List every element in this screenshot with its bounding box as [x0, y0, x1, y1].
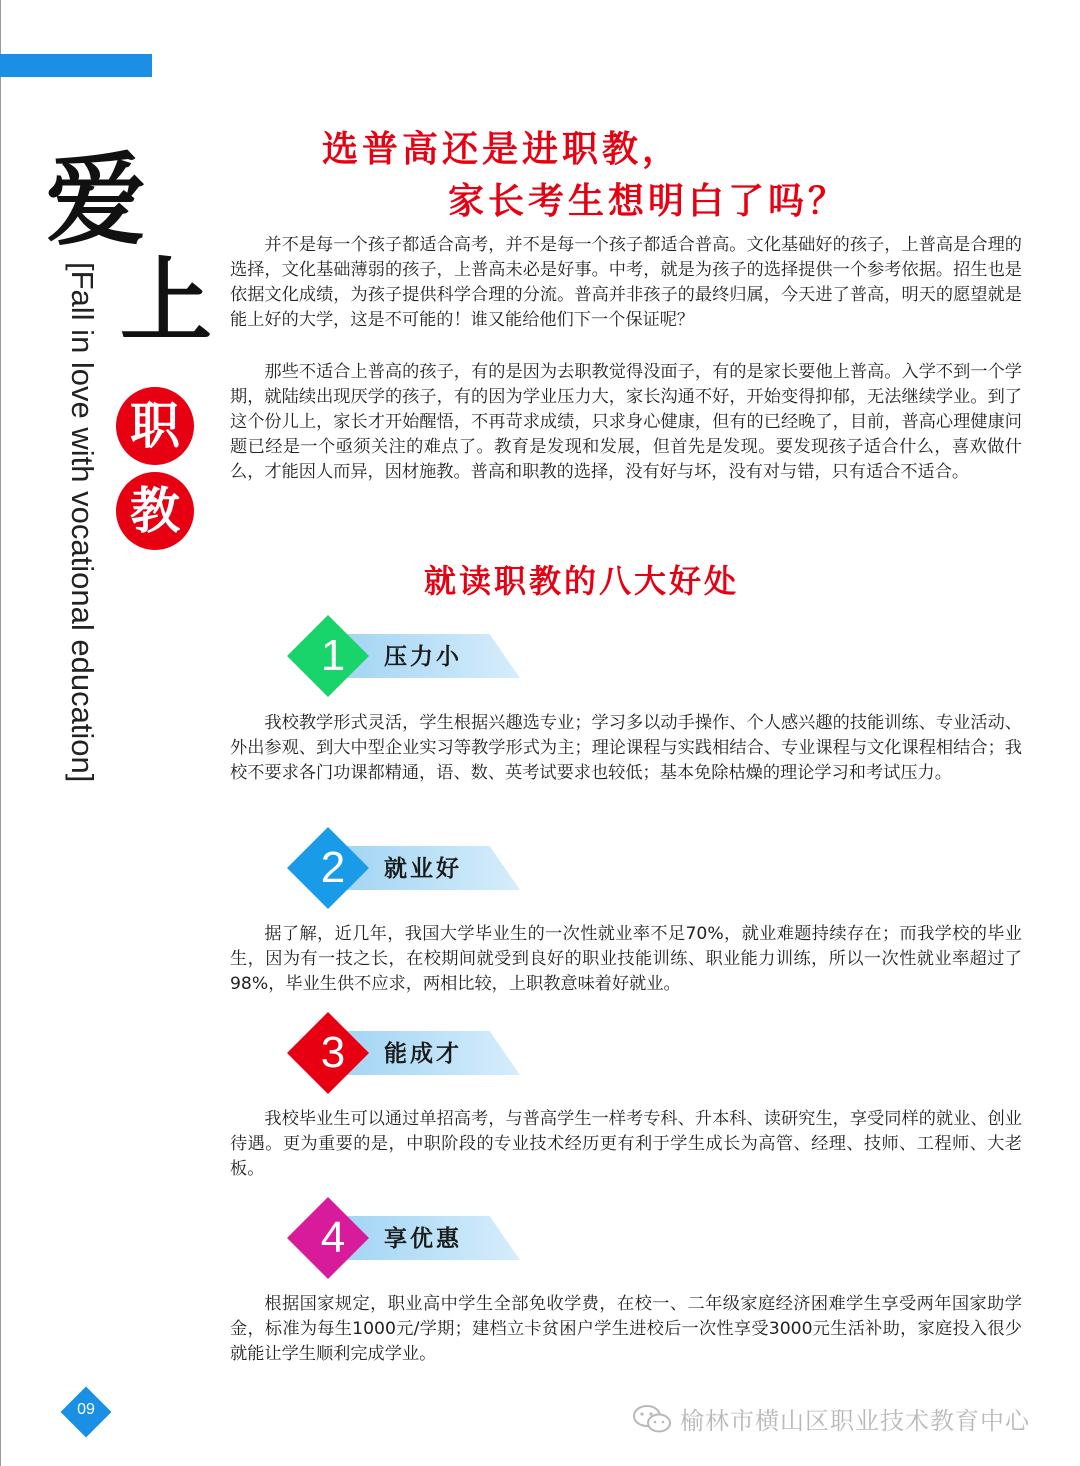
benefit-heading-2 — [290, 826, 530, 910]
benefit-text-2: 据了解，近几年，我国大学毕业生的一次性就业率不足70%，就业难题持续存在；而我学校的毕业生，因为有一技之长，在校期间就受到良好的职业技能训练、职业能力训练，所以一次性就业率超过了98%，毕业生供不应求，两相比较，上职教意味着好就业。 — [230, 924, 1022, 994]
headline-line-1: 选普高还是进职教， — [322, 129, 683, 170]
benefit-text-3: 我校毕业生可以通过单招高考，与普高学生一样考专科、升本科、读研究生，享受同样的就业、创业待遇。更为重要的是，中职阶段的专业技术经历更有利于学生成长为高管、经理、技师、工程师、大老板。 — [230, 1109, 1022, 1179]
side-circle-jiao: 教 — [116, 472, 194, 550]
benefit-heading-4 — [290, 1196, 530, 1280]
benefit-text-1: 我校教学形式灵活，学生根据兴趣选专业；学习多以动手操作、个人感兴趣的技能训练、专业活动、外出参观、到大中型企业实习等教学形式为主；理论课程与实践相结合、专业课程与文化课程相结合；我校不要求各门功课都精通，语、数、英考试要求也较低；基本免除枯燥的理论学习和考试压力。 — [230, 713, 1022, 783]
benefit-number: 3 — [320, 1028, 346, 1077]
intro-paragraph-2: 那些不适合上普高的孩子，有的是因为去职教觉得没面子，有的是家长要他上普高。入学不到一个学期，就陆续出现厌学的孩子，有的因为学业压力大，家长沟通不好，开始变得抑郁，无法继续学业。到了这个份儿上，家长才开始醒悟，不再苛求成绩，只求身心健康，但有的已经晚了，目前，普高心理健康问题已经是一个亟须关注的难点了。教育是发现和发展，但首先是发现。要发现孩子适合什么，喜欢做什么，才能因人而异，因材施教。普高和职教的选择，没有好与坏，没有对与错，只有适合不适合。 — [230, 362, 1022, 482]
side-circle-zhi: 职 — [116, 387, 194, 465]
side-char-ai: 爱 — [46, 141, 146, 259]
intro-paragraph-1: 并不是每一个孩子都适合高考，并不是每一个孩子都适合普高。文化基础好的孩子，上普高是合理的选择，文化基础薄弱的孩子，上普高未必是好事。中考，就是为孩子的选择提供一个参考依据。招生也是依据文化成绩，为孩子提供科学合理的分流。普高并非孩子的最终归属，今天进了普高，明天的愿望就是能上好的大学，这是不可能的！谁又能给他们下一个保证呢？ — [230, 235, 1022, 330]
benefit-title: 享优惠 — [384, 1226, 462, 1252]
watermark-org-name: 榆林市横山区职业技术教育中心 — [680, 1407, 1030, 1435]
benefit-text-4: 根据国家规定，职业高中学生全部免收学费，在校一、二年级家庭经济困难学生享受两年国家助学金，标准为每生1000元/学期；建档立卡贫困户学生进校后一次性享受3000元生活补助，家庭投入很少就能让学生顺利完成学业。 — [230, 1294, 1022, 1364]
side-char-shang: 上 — [120, 247, 213, 355]
top-accent-bar — [0, 54, 152, 77]
side-english-slogan: [Fall in love with vocational education] — [65, 262, 100, 783]
page-number: 09 — [77, 1401, 95, 1418]
benefit-number: 4 — [320, 1213, 346, 1262]
page-edge — [0, 0, 1, 1466]
benefit-title: 能成才 — [384, 1041, 462, 1067]
benefit-heading-3 — [290, 1011, 530, 1095]
headline-line-2: 家长考生想明白了吗？ — [448, 181, 849, 222]
section-title: 就读职教的八大好处 — [424, 562, 740, 600]
benefit-title: 就业好 — [384, 856, 462, 882]
benefit-title: 压力小 — [384, 644, 462, 670]
benefit-number: 1 — [320, 631, 346, 680]
wechat-icon — [632, 1404, 674, 1434]
benefit-number: 2 — [320, 843, 346, 892]
benefit-heading-1 — [290, 614, 530, 698]
